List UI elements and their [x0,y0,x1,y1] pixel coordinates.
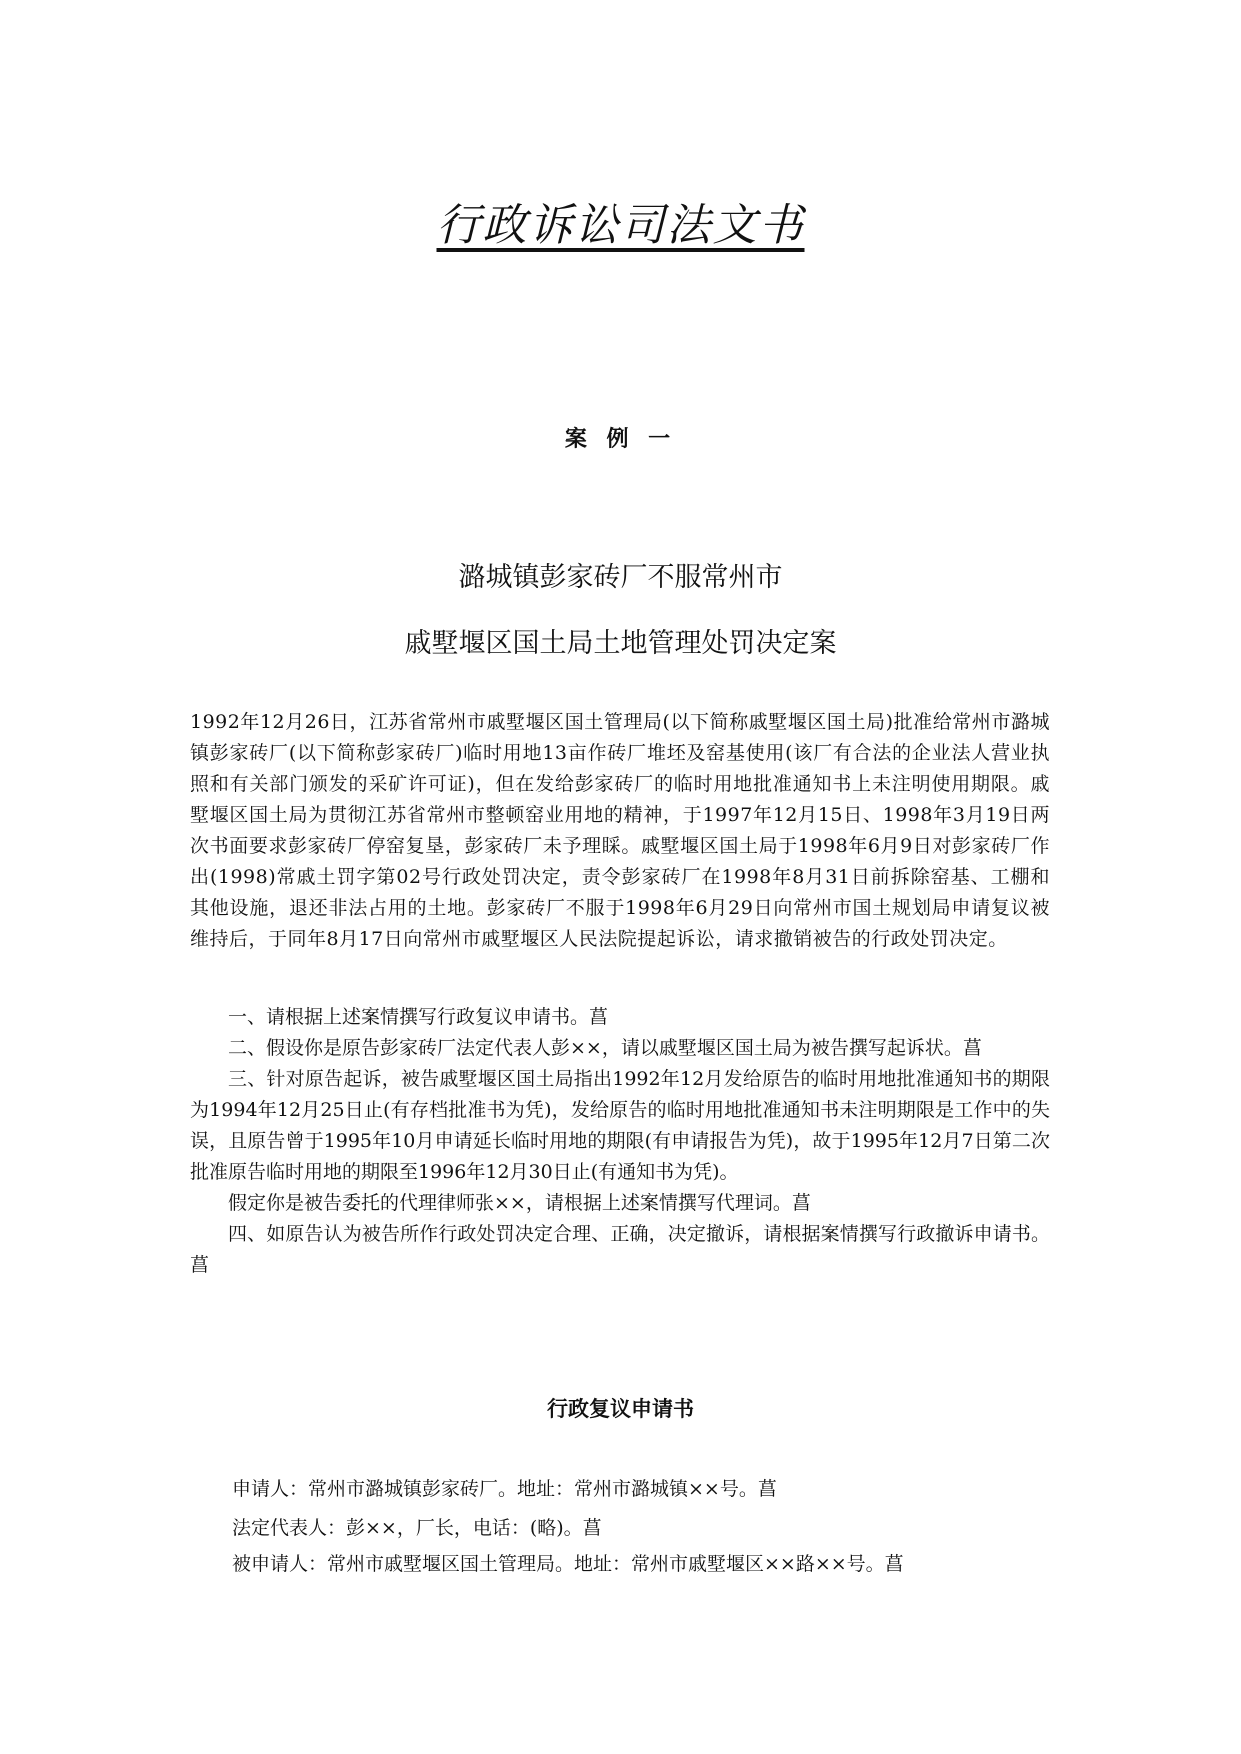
section-title: 行政复议申请书 [547,1397,694,1421]
case-title-line-2: 戚墅堰区国土局土地管理处罚决定案 [404,628,837,659]
case-title-line-1: 潞城镇彭家砖厂不服常州市 [458,562,783,593]
question-4: 四、如原告认为被告所作行政处罚决定合理、正确，决定撤诉，请根据案情撰写行政撤诉申请书。菖 [190,1223,1050,1276]
case-facts-paragraph: 1992年12月26日，江苏省常州市戚墅堰区国土管理局(以下简称戚墅堰区国土局)批准给常州市潞城镇彭家砖厂(以下简称彭家砖厂)临时用地13亩作砖厂堆坯及窑基使用(该厂有合法的企业法人营业执照和有关部门颁发的采矿许可证)，但在发给彭家砖厂的临时用地批准通知书上未注明使用期限。戚墅堰区国土局为贯彻江苏省常州市整顿窑业用地的精神，于1997年12月15日、1998年3月19日两次书面要求彭家砖厂停窑复垦，彭家砖厂未予理睬。戚墅堰区国土局于1998年6月9日对彭家砖厂作出(1998)常戚土罚字第02号行政处罚决定，责令彭家砖厂在1998年8月31日前拆除窑基、工棚和其他设施，退还非法占用的土地。彭家砖厂不服于1998年6月29日向常州市国土规划局申请复议被维持后，于同年8月17日向常州市戚墅堰区人民法院提起诉讼，请求撤销被告的行政处罚决定。 [190,711,1050,950]
question-3-task: 假定你是被告委托的代理律师张××，请根据上述案情撰写代理词。菖 [228,1192,811,1214]
party-applicant: 申请人：常州市潞城镇彭家砖厂。地址：常州市潞城镇××号。菖 [232,1478,777,1500]
question-3: 三、针对原告起诉，被告戚墅堰区国土局指出1992年12月发给原告的临时用地批准通知书的期限为1994年12月25日止(有存档批准书为凭)，发给原告的临时用地批准通知书未注明期限是工作中的失误，且原告曾于1995年10月申请延长临时用地的期限(有申请报告为凭)，故于1995年12月7日第二次批准原告临时用地的期限至1996年12月30日止(有通知书为凭)。 [190,1068,1050,1183]
party-legal-representative: 法定代表人：彭××，厂长，电话：(略)。菖 [232,1517,602,1539]
case-label: 案 例 一 [564,427,677,452]
party-respondent: 被申请人：常州市戚墅堰区国土管理局。地址：常州市戚墅堰区××路××号。菖 [232,1553,904,1575]
question-1: 一、请根据上述案情撰写行政复议申请书。菖 [228,1006,609,1028]
questions-block [190,1002,1050,1281]
question-2: 二、假设你是原告彭家砖厂法定代表人彭××，请以戚墅堰区国土局为被告撰写起诉状。菖 [228,1037,982,1059]
document-title: 行政诉讼司法文书 [436,200,805,251]
